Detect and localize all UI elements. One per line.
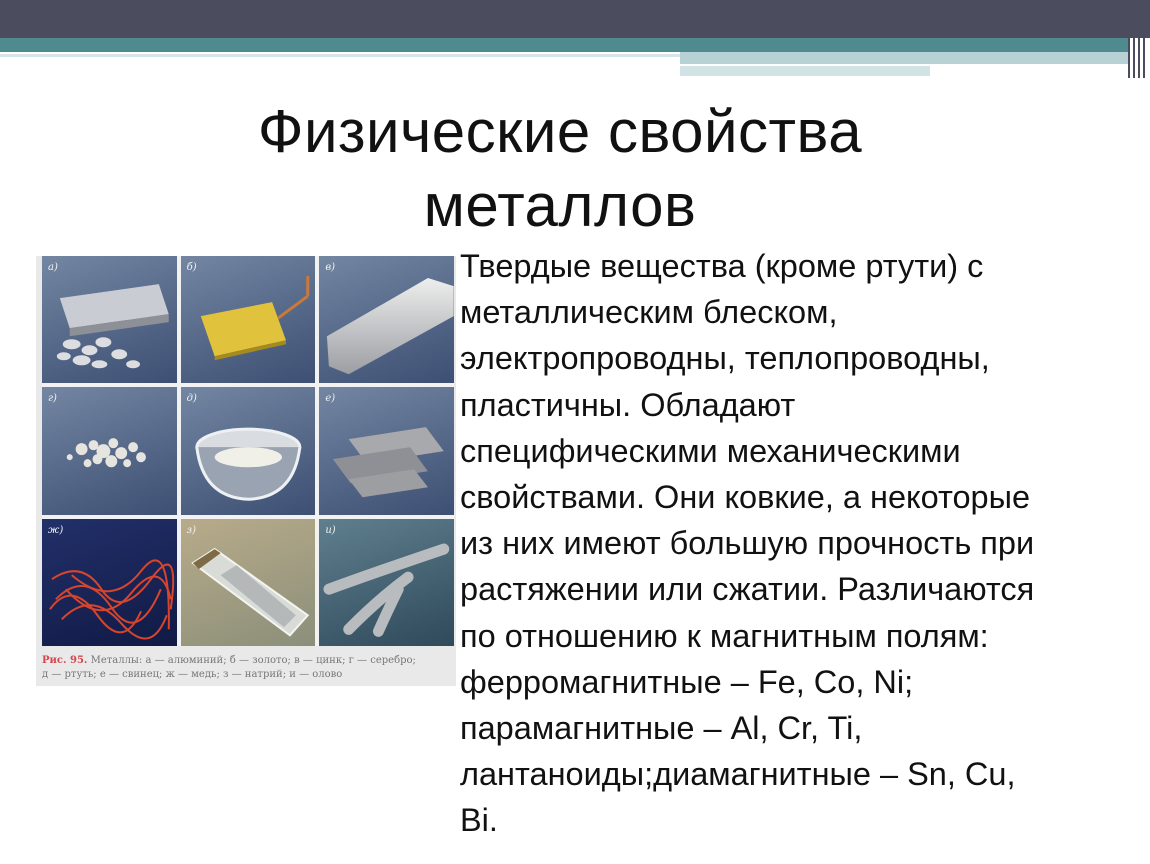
title-line-1: Физические свойства [257,98,863,165]
photo-tag: г) [48,393,57,405]
title-line-2: металлов [423,172,697,239]
body-line: металлическим блеском, [460,294,838,331]
photo-tag: д) [186,393,197,405]
body-line: по отношению к магнитным полям: [460,617,989,654]
header-band-dark [0,0,1150,38]
body-line: электропроводны, теплопроводны, [460,340,990,377]
body-line: ферромагнитные – Fe, Co, Ni; [460,663,914,700]
photo-tag: ж) [48,524,64,536]
photo-zinc [319,256,454,383]
body-text [460,243,1150,844]
body-line: из них имеют большую прочность при [460,525,1035,562]
photo-copper [42,519,177,646]
body-line: парамагнитные – Al, Cr, Ti, [460,710,863,747]
corner-decoration [1124,0,1150,78]
caption-line-1: Металлы: а — алюминий; б — золото; в — цинк; г — серебро; [90,655,416,666]
figure-caption [42,654,456,682]
header-band-light [680,52,1130,64]
photo-lead [319,387,454,514]
photo-tag: а) [48,262,58,273]
photo-tag: в) [325,262,336,273]
photo-aluminium [42,256,177,383]
slide-title [230,95,930,243]
header-band-teal [0,38,1130,52]
body-line: растяжении или сжатии. Различаются [460,571,1035,608]
body-line: специфическими механическими [460,432,961,469]
body-line: свойствами. Они ковкие, а некоторые [460,479,1031,516]
metals-photo-figure [36,256,456,686]
caption-label: Рис. 95. [42,655,88,666]
photo-tag: е) [325,393,336,405]
photo-mercury [181,387,316,514]
body-line: пластичны. Обладают [460,386,796,423]
photo-tin [319,519,454,646]
body-line: лантаноиды;диамагнитные – Sn, Cu, [460,756,1016,793]
metals-photo-grid [42,256,454,646]
photo-gold [181,256,316,383]
photo-tag: б) [186,262,197,273]
photo-tag: з) [186,524,197,536]
body-line: Bi. [460,802,498,839]
photo-tag: и) [325,524,336,536]
header-band-light-2 [680,66,930,76]
body-line: Твердые вещества (кроме ртути) с [460,248,984,284]
photo-silver [42,387,177,514]
caption-line-2: д — ртуть; е — свинец; ж — медь; з — натрий; и — олово [42,669,343,680]
header-band-line [0,54,680,57]
photo-sodium [181,519,316,646]
